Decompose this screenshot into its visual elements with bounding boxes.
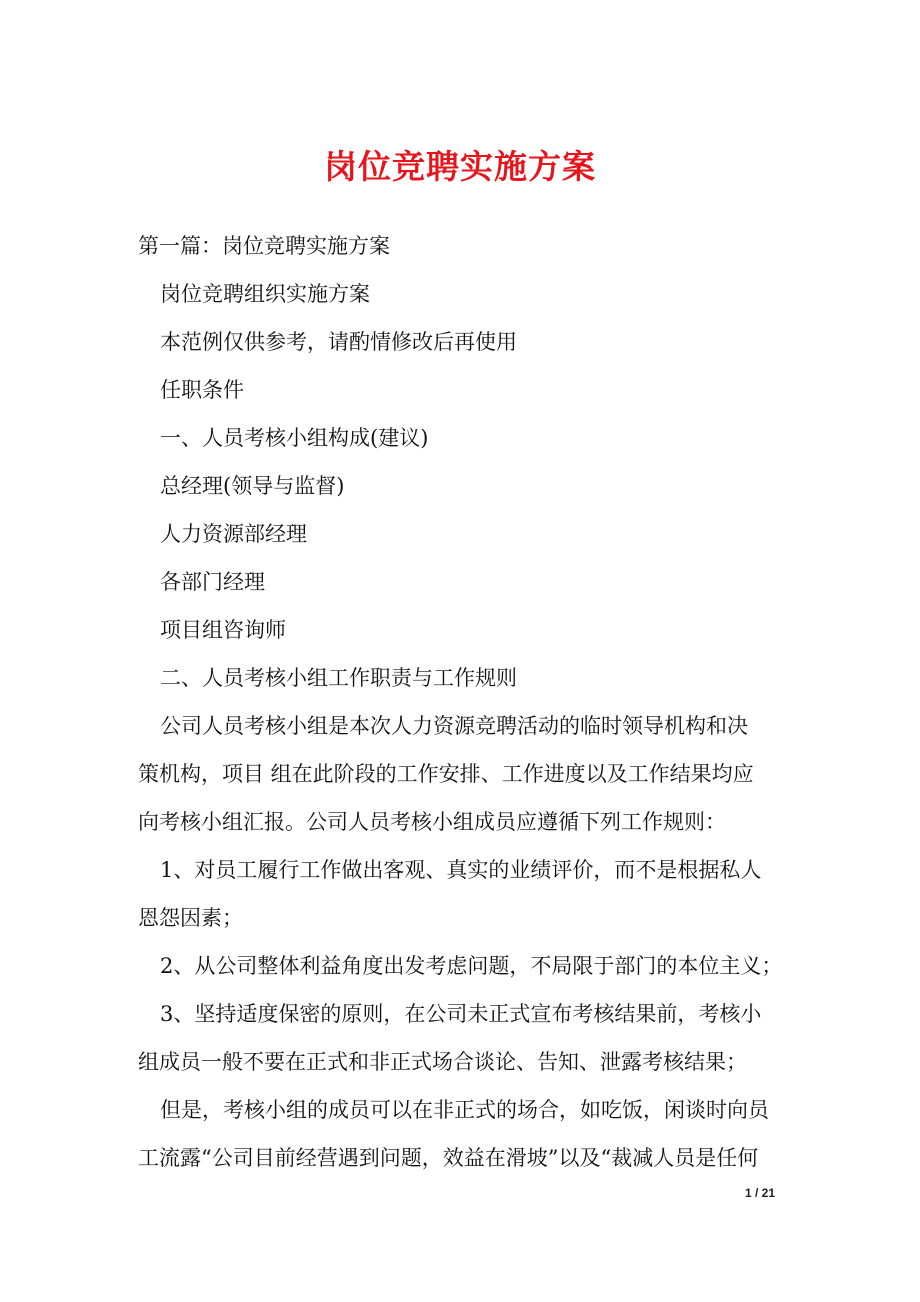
paragraph: 但是，考核小组的成员可以在非正式的场合，如吃饭，闲谈时向员: [160, 1098, 769, 1122]
paragraph: 公司人员考核小组是本次人力资源竞聘活动的临时领导机构和决: [160, 714, 748, 738]
paragraph: 本范例仅供参考，请酌情修改后再使用: [160, 330, 517, 354]
paragraph: 任职条件: [160, 378, 244, 402]
paragraph-continuation: 向考核小组汇报。公司人员考核小组成员应遵循下列工作规则：: [138, 810, 726, 834]
paragraph-continuation: 恩怨因素；: [138, 906, 243, 930]
paragraph: 项目组咨询师: [160, 618, 286, 642]
list-item: 2、从公司整体利益角度出发考虑问题，不局限于部门的本位主义；: [160, 954, 783, 978]
paragraph: 人力资源部经理: [160, 522, 307, 546]
section-heading: 第一篇：岗位竞聘实施方案: [138, 234, 390, 258]
paragraph: 各部门经理: [160, 570, 265, 594]
paragraph: 二、人员考核小组工作职责与工作规则: [160, 666, 517, 690]
list-item: 1、对员工履行工作做出客观、真实的业绩评价，而不是根据私人: [160, 858, 762, 882]
document-body: [138, 222, 786, 1182]
document-title: 岗位竞聘实施方案: [324, 147, 596, 186]
page-number: 1 / 21: [744, 1186, 776, 1200]
list-item: 3、坚持适度保密的原则，在公司未正式宣布考核结果前，考核小: [160, 1002, 762, 1026]
paragraph-continuation: 组成员一般不要在正式和非正式场合谈论、告知、泄露考核结果；: [138, 1050, 747, 1074]
paragraph-continuation: 策机构，项目 组在此阶段的工作安排、工作进度以及工作结果均应: [138, 762, 754, 786]
paragraph: 岗位竞聘组织实施方案: [160, 282, 370, 306]
paragraph: 一、人员考核小组构成(建议): [160, 426, 429, 450]
paragraph: 总经理(领导与监督): [160, 474, 345, 498]
paragraph-continuation: 工流露“公司目前经营遇到问题，效益在滑坡”以及“裁减人员是任何: [138, 1146, 759, 1170]
